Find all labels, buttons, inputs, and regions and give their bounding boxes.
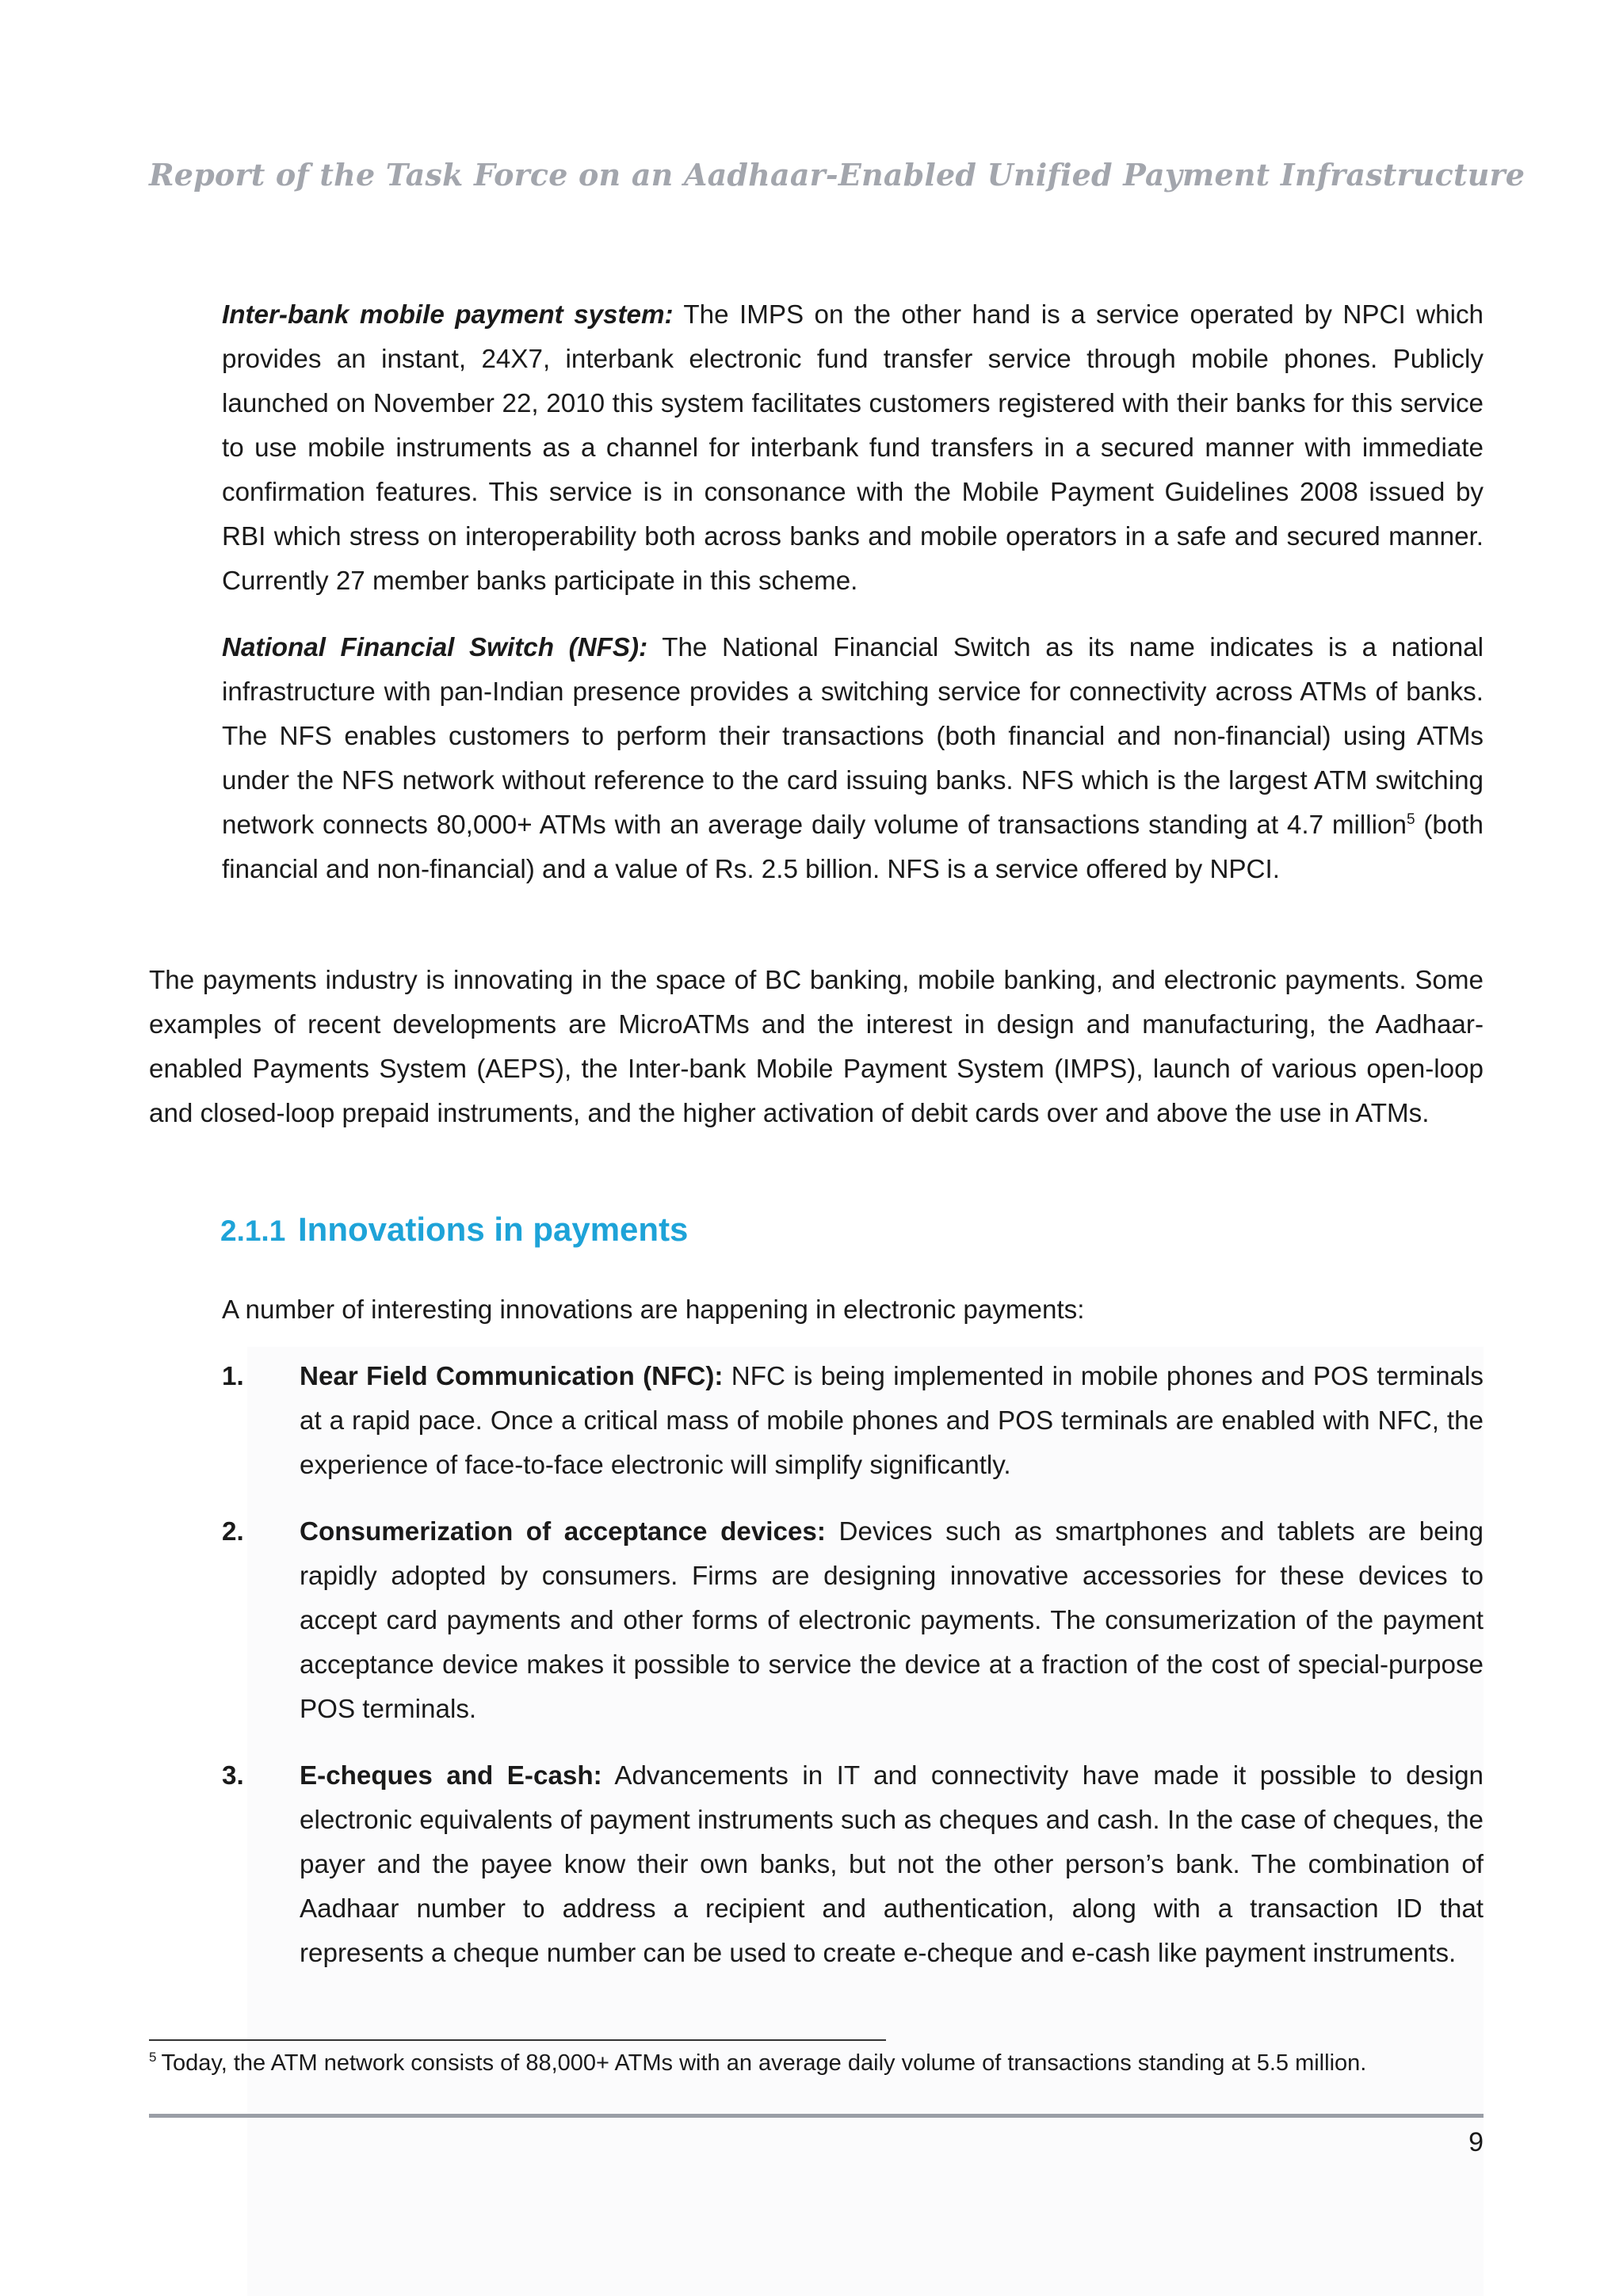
list-item-text: Devices such as smartphones and tablets are being rapidly adopted by consumers. Firms are designing innovative accessories for these devices to accept card payments and other forms of electronic payments. The consumerization of the payment acceptance device makes it possible to service the device at a fraction of the cost of special-purpose POS terminals. xyxy=(300,1517,1484,1724)
list-item-body xyxy=(300,1510,1484,1732)
section-heading xyxy=(220,1211,688,1249)
paragraph-text: The IMPS on the other hand is a service operated by NPCI which provides an instant, 24X7, interbank electronic fund transfer service through mobile phones. Publicly launched on November 22, 2010 this system facilitates customers registered with their banks for this service to use mobile instruments as a channel for interbank fund transfers in a secured manner with immediate confirmation features. This service is in consonance with the Mobile Payment Guidelines 2008 issued by RBI which stress on interoperability both across banks and mobile operators in a safe and secured manner. Currently 27 member banks participate in this scheme. xyxy=(222,300,1484,596)
paragraph-industry: The payments industry is innovating in the space of BC banking, mobile banking, and electronic payments. Some examples of recent developments are MicroATMs and the interest in design and manufacturing, the Aadhaar-enabled Payments System (AEPS), the Inter-bank Mobile Payment System (IMPS), launch of various open-loop and closed-loop prepaid instruments, and the higher activation of debit cards over and above the use in ATMs. xyxy=(149,966,1484,1128)
list-item-lead: Consumerization of acceptance devices: xyxy=(300,1517,826,1547)
paragraph-lead: Inter-bank mobile payment system: xyxy=(222,300,674,330)
list-item-lead: Near Field Communication (NFC): xyxy=(300,1362,724,1391)
paragraph-text: The National Financial Switch as its name indicates is a national infrastructure with pan-Indian presence provides a switching service for connectivity across ATMs of banks. The NFS enables customers to perform their transactions (both financial and non-financial) using ATMs under the NFS network without reference to the card issuing banks. NFS which is the largest ATM switching network connects 80,000+ ATMs with an average daily volume of transactions standing at 4.7 million xyxy=(222,633,1484,840)
footnote xyxy=(149,2046,1484,2081)
footnote-reference[interactable]: 5 xyxy=(1406,810,1415,828)
section-title: Innovations in payments xyxy=(298,1211,689,1248)
paragraph-imps xyxy=(222,293,1484,604)
paragraph-lead: National Financial Switch (NFS): xyxy=(222,633,648,662)
list-item-body xyxy=(300,1355,1484,1488)
paragraph-text-continued: (both financial and non-financial) and a value of Rs. 2.5 billion. NFS is a service offered by NPCI. xyxy=(222,810,1484,884)
list-item-number: 2. xyxy=(222,1517,244,1547)
list-item-body xyxy=(300,1754,1484,1976)
page-number: 9 xyxy=(1468,2127,1484,2157)
footnote-text: Today, the ATM network consists of 88,000+ ATMs with an average daily volume of transactions standing at 5.5 million. xyxy=(161,2050,1367,2076)
list-item-text: NFC is being implemented in mobile phones and POS terminals at a rapid pace. Once a critical mass of mobile phones and POS terminals are enabled with NFC, the experience of face-to-face electronic will simplify significantly. xyxy=(300,1362,1484,1480)
paragraph-nfs xyxy=(222,626,1484,892)
list-item-number: 1. xyxy=(222,1362,244,1391)
list-item-lead: E-cheques and E-cash: xyxy=(300,1761,602,1791)
list-item-text: Advancements in IT and connectivity have made it possible to design electronic equivalents of payment instruments such as cheques and cash. In the case of cheques, the payer and the payee know their own banks, but not the other person’s bank. The combination of Aadhaar number to address a recipient and authentication, along with a transaction ID that represents a cheque number can be used to create e-cheque and e-cash like payment instruments. xyxy=(300,1761,1484,1968)
running-header: Report of the Task Force on an Aadhaar-Enabled Unified Payment Infrastructure xyxy=(149,157,1526,193)
footnote-divider xyxy=(149,2039,886,2041)
footer-divider xyxy=(149,2114,1484,2118)
section-number: 2.1.1 xyxy=(220,1215,286,1247)
footnote-marker: 5 xyxy=(149,2050,157,2065)
section-intro: A number of interesting innovations are happening in electronic payments: xyxy=(222,1295,1085,1325)
list-item-number: 3. xyxy=(222,1761,244,1791)
